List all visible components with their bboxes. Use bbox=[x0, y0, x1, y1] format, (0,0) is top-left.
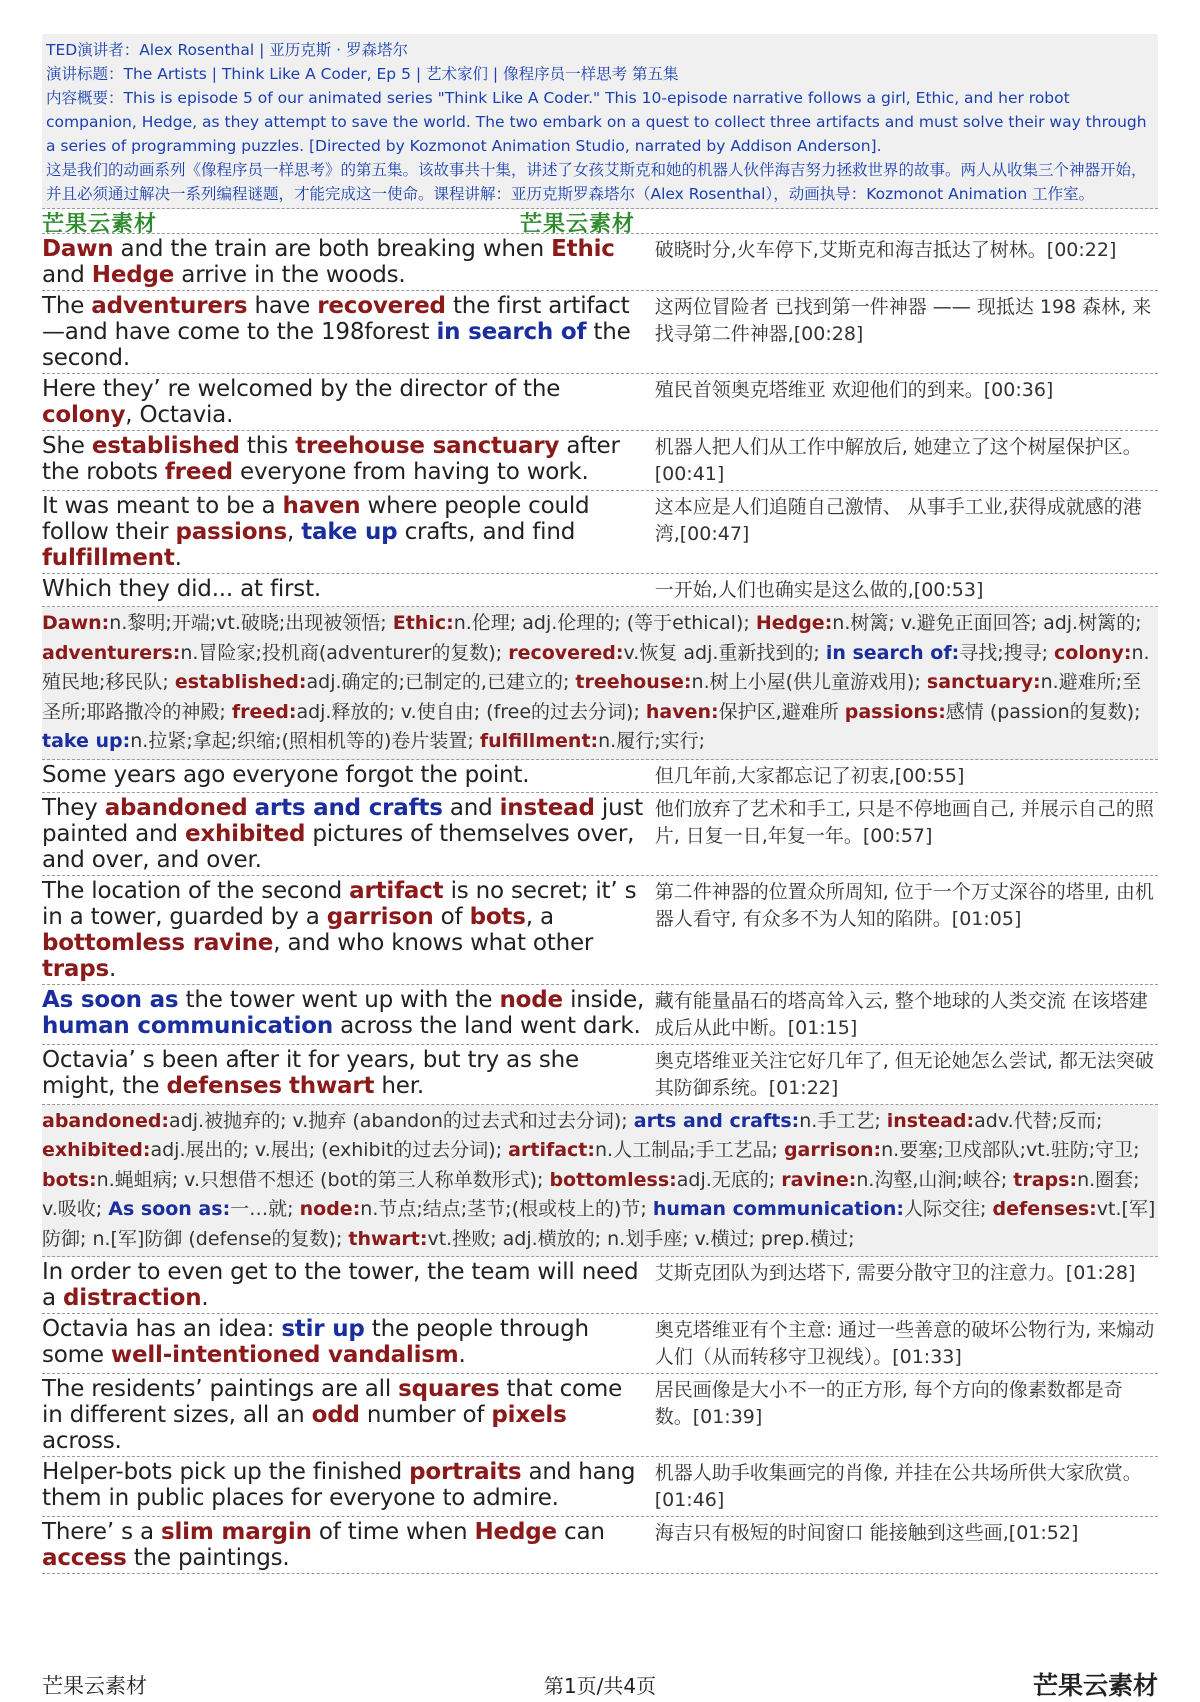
summary-zh: 这是我们的动画系列《像程序员一样思考》的第五集。该故事共十集，讲述了女孩艾斯克和她的机器人伙伴海吉努力拯救世界的故事。两人从收集三个神器开始，并且必须通过解决一系列编程谜题，才能完成这一使命。课程讲解：亚历克斯罗森塔尔（Alex Rosenthal），动画执导：Kozmonot Animation 工作室。 bbox=[46, 161, 1147, 203]
english-sentence: The residents’ paintings are all squares that come in different sizes, all an odd number of pixels across. bbox=[42, 1376, 623, 1454]
page-footer bbox=[42, 1670, 1158, 1700]
chinese-translation: 他们放弃了艺术和手工, 只是不停地画自己, 并展示自己的照片, 日复一日,年复一年。[00:57] bbox=[654, 797, 1154, 847]
watermark-center: 芒果云素材 bbox=[520, 212, 636, 237]
transcript-row bbox=[42, 1374, 1158, 1457]
chinese-translation: 殖民首领奥克塔维亚 欢迎他们的到来。[00:36] bbox=[654, 379, 1054, 401]
english-sentence: It was meant to be a haven where people could follow their passions, take up crafts, and find fulfillment. bbox=[42, 493, 590, 571]
chinese-translation: 但几年前,大家都忘记了初衷,[00:55] bbox=[654, 764, 965, 787]
transcript-row bbox=[42, 374, 1158, 431]
transcript-row bbox=[42, 1314, 1158, 1374]
english-sentence: Helper-bots pick up the finished portraits and hang them in public places for everyone to admire. bbox=[42, 1459, 636, 1511]
chinese-translation: 藏有能量晶石的塔高耸入云, 整个地球的人类交流 在该塔建成后从此中断。[01:15] bbox=[654, 989, 1148, 1039]
english-sentence: Octavia’ s been after it for years, but try as she might, the defenses thwart her. bbox=[42, 1046, 579, 1099]
page-number: 第1页/共4页 bbox=[543, 1674, 657, 1698]
english-sentence: The adventurers have recovered the first artifact—and have come to the 198forest in search of the second. bbox=[42, 293, 631, 371]
transcript-row bbox=[42, 431, 1158, 491]
english-sentence: Octavia has an idea: stir up the people through some well-intentioned vandalism. bbox=[42, 1316, 589, 1368]
transcript-row bbox=[42, 234, 1158, 291]
chinese-translation: 奥克塔维亚关注它好几年了, 但无论她怎么尝试, 都无法突破其防御系统。[01:22] bbox=[654, 1049, 1154, 1099]
vocabulary-block: abandoned:adj.被抛弃的; v.抛弃 (abandon的过去式和过去分词); arts and crafts:n.手工艺; instead:adv.代替;反而; exhibited:adj.展出的; v.展出; (exhibit的过去分词); artifact:n.人工制品;手工艺品; garrison:n.要塞;卫戍部队;vt.驻防;守卫; bots:n.蝇蛆病; v.只想借不想还 (bot的第三人称单数形式); bottomless:adj.无底的; ravine:n.沟壑,山涧;峡谷; traps:n.圈套; v.吸收; As soon as:一…就; node:n.节点;结点;茎节;(根或枝上的)节; human communication:人际交往; defenses:vt.[军]防御; n.[军]防御 (defense的复数); thwart:vt.挫败; adj.横放的; n.划手座; v.横过; prep.横过; bbox=[42, 1105, 1158, 1258]
english-sentence: They abandoned arts and crafts and instead just painted and exhibited pictures of themselves over, and over, and over. bbox=[42, 794, 644, 873]
chinese-translation: 奥克塔维亚有个主意: 通过一些善意的破坏公物行为, 来煽动人们（从而转移守卫视线）。[01:33] bbox=[654, 1319, 1155, 1368]
english-sentence: In order to even get to the tower, the team will need a distraction. bbox=[42, 1259, 639, 1311]
footer-watermark-right: 芒果云素材 bbox=[1032, 1671, 1158, 1700]
title-line: 演讲标题：The Artists | Think Like A Coder, Ep 5 | 艺术家们 | 像程序员一样思考 第五集 bbox=[46, 65, 679, 83]
english-sentence: Here they’ re welcomed by the director of the colony, Octavia. bbox=[42, 376, 561, 428]
chinese-translation: 机器人把人们从工作中解放后, 她建立了这个树屋保护区。[00:41] bbox=[654, 436, 1142, 485]
document-page bbox=[42, 34, 1158, 1574]
transcript-row bbox=[42, 985, 1158, 1045]
transcript-row bbox=[42, 793, 1158, 876]
chinese-translation: 居民画像是大小不一的正方形, 每个方向的像素数都是奇数。[01:39] bbox=[654, 1379, 1123, 1428]
english-sentence: As soon as the tower went up with the node inside, human communication across the land went dark. bbox=[42, 986, 645, 1039]
chinese-translation: 一开始,人们也确实是这么做的,[00:53] bbox=[654, 579, 984, 601]
transcript-row bbox=[42, 876, 1158, 985]
chinese-translation: 艾斯克团队为到达塔下, 需要分散守卫的注意力。[01:28] bbox=[654, 1262, 1136, 1284]
transcript-row bbox=[42, 291, 1158, 374]
speaker-line: TED演讲者：Alex Rosenthal | 亚历克斯 · 罗森塔尔 bbox=[46, 41, 409, 59]
transcript-row bbox=[42, 1257, 1158, 1314]
english-sentence: Dawn and the train are both breaking when Ethic and Hedge arrive in the woods. bbox=[42, 236, 615, 288]
chinese-translation: 这两位冒险者 已找到第一件神器 —— 现抵达 198 森林, 来找寻第二件神器,[00:28] bbox=[654, 296, 1152, 345]
chinese-translation: 破晓时分,火车停下,艾斯克和海吉抵达了树林。[00:22] bbox=[654, 239, 1117, 261]
summary-en: 内容概要：This is episode 5 of our animated series "Think Like A Coder." This 10-episode narrative follows a girl, Ethic, and her robot companion, Hedge, as they attempt to save the world. The two embark on a quest to collect three artifacts and must solve their way through a series of programming puzzles. [Directed by Kozmonot Animation Studio, narrated by Addison Anderson]. bbox=[46, 89, 1147, 155]
chinese-translation: 第二件神器的位置众所周知, 位于一个万丈深谷的塔里, 由机器人看守, 有众多不为人知的陷阱。[01:05] bbox=[654, 880, 1154, 930]
footer-watermark-left: 芒果云素材 bbox=[42, 1674, 147, 1698]
chinese-translation: 机器人助手收集画完的肖像, 并挂在公共场所供大家欣赏。[01:46] bbox=[654, 1462, 1142, 1511]
transcript-row bbox=[42, 574, 1158, 607]
watermark-left: 芒果云素材 bbox=[42, 212, 158, 237]
transcript-row bbox=[42, 1517, 1158, 1574]
transcript-row bbox=[42, 491, 1158, 574]
watermark-row bbox=[42, 209, 1158, 237]
english-sentence: There’ s a slim margin of time when Hedge can access the paintings. bbox=[42, 1519, 605, 1571]
chinese-translation: 海吉只有极短的时间窗口 能接触到这些画,[01:52] bbox=[654, 1522, 1079, 1544]
vocabulary-block: Dawn:n.黎明;开端;vt.破晓;出现被领悟; Ethic:n.伦理; adj.伦理的; (等于ethical); Hedge:n.树篱; v.避免正面回答; adj.树篱的; adventurers:n.冒险家;投机商(adventurer的复数); recovered:v.恢复 adj.重新找到的; in search of:寻找;搜寻; colony:n.殖民地;移民队; established:adj.确定的;已制定的,已建立的; treehouse:n.树上小屋(供儿童游戏用); sanctuary:n.避难所;至圣所;耶路撒冷的神殿; freed:adj.释放的; v.使自由; (free的过去分词); haven:保护区,避难所 passions:感情 (passion的复数); take up:n.拉紧;拿起;织缩;(照相机等的)卷片装置; fulfillment:n.履行;实行; bbox=[42, 607, 1158, 760]
transcript-row bbox=[42, 760, 1158, 793]
english-sentence: Which they did... at first. bbox=[42, 576, 322, 602]
chinese-translation: 这本应是人们追随自己激情、 从事手工业,获得成就感的港湾,[00:47] bbox=[654, 496, 1142, 545]
transcript-row bbox=[42, 1457, 1158, 1517]
transcript-row bbox=[42, 1045, 1158, 1105]
talk-info-block bbox=[42, 34, 1158, 209]
english-sentence: The location of the second artifact is no secret; it’ s in a tower, guarded by a garrison of bots, a bottomless ravine, and who knows what other traps. bbox=[42, 877, 637, 982]
english-sentence: She established this treehouse sanctuary after the robots freed everyone from having to work. bbox=[42, 433, 620, 485]
english-sentence: Some years ago everyone forgot the point. bbox=[42, 761, 530, 788]
